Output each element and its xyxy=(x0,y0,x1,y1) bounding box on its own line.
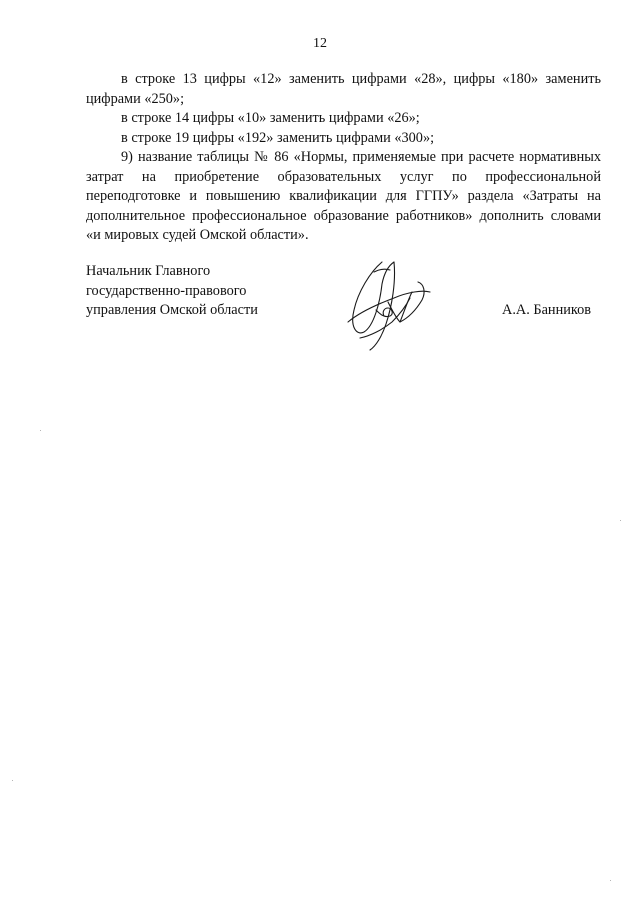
handwritten-signature xyxy=(330,252,440,362)
amendment-paragraph: в строке 19 цифры «192» заменить цифрами «300»; xyxy=(121,129,435,146)
scan-speck xyxy=(12,780,13,781)
position-line: Начальник Главного xyxy=(86,263,211,279)
amendment-paragraph: в строке 13 цифры «12» заменить цифрами «28», цифры «180» заменить цифрами «250»; xyxy=(86,71,601,107)
scan-speck xyxy=(620,520,621,521)
signer-name: А.А. Банников xyxy=(502,302,591,318)
signer-position xyxy=(86,262,258,321)
amendment-paragraph: 9) название таблицы № 86 «Нормы, применяемые при расчете нормативных затрат на приобретение образовательных услуг по профессиональной переподготовке и повышению квалификации для ГГПУ» раздела «Затраты на дополнительное профессиональное образование работников» дополнить словами «и мировых судей Омской области». xyxy=(86,149,601,243)
position-line: государственно-правового xyxy=(86,282,247,299)
document-body xyxy=(86,70,601,246)
scan-speck xyxy=(40,430,41,431)
position-line: управления Омской области xyxy=(86,302,258,318)
amendment-paragraph: в строке 14 цифры «10» заменить цифрами «26»; xyxy=(121,110,420,126)
page-number: 12 xyxy=(313,36,327,51)
scan-speck xyxy=(610,880,611,881)
